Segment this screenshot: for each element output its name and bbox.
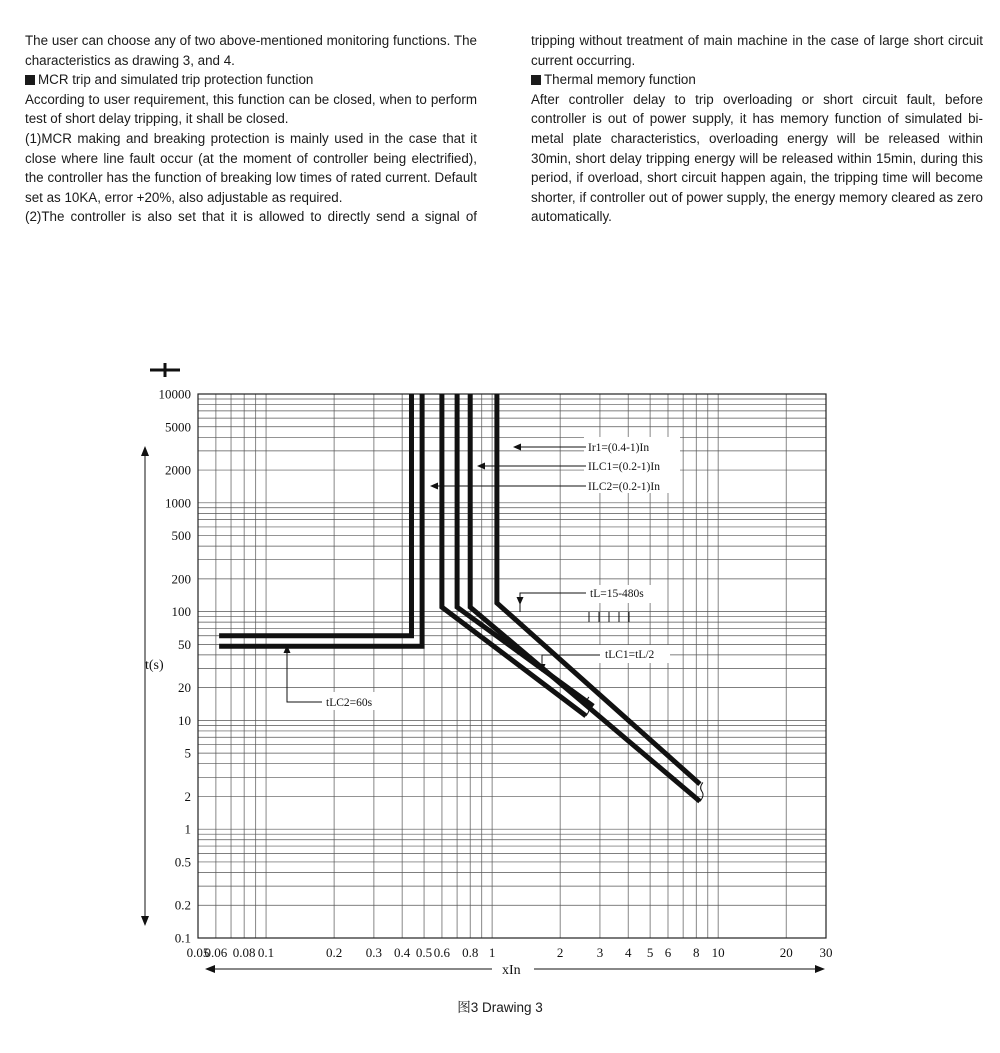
chart-axes [141, 363, 833, 973]
annotation-tl: tL=15-480s [590, 588, 644, 600]
paragraph-mcr-making: (1)MCR making and breaking protection is mainly used in the case that it close where line fault occur (at the moment of controller being electrified), the controller has the function of breaking low times of rated current. Default set as 10KA, error +20%, also adjustable as required. [25, 130, 477, 205]
y-tick-label: 5000 [165, 419, 191, 435]
y-tick-label: 2000 [165, 462, 191, 478]
trip-curve [219, 394, 411, 636]
x-tick-label: 0.8 [462, 945, 479, 960]
trip-curve [219, 394, 422, 646]
x-tick-label: 8 [692, 945, 700, 960]
x-axis-arrow-left-icon [205, 965, 215, 973]
x-tick-label: 0.08 [232, 945, 256, 960]
annotation-ir1: Ir1=(0.4-1)In [588, 442, 650, 454]
paragraph-monitoring-choice: The user can choose any of two above-mentioned monitoring functions. The characteristics as drawing 3, and 4. [25, 33, 477, 68]
section-heading-thermal-text: Thermal memory function [544, 72, 696, 88]
annotation-ilc2: ILC2=(0.2-1)In [588, 481, 660, 493]
x-tick-label: 0.3 [365, 945, 383, 960]
annotation-ilc1: ILC1=(0.2-1)In [588, 461, 660, 473]
x-tick-label: 2 [556, 945, 564, 960]
leader-tl [520, 593, 586, 612]
arrow-left-icon [430, 483, 438, 490]
y-tick-label: 500 [171, 528, 191, 544]
y-tick-label: 10000 [158, 386, 191, 402]
y-tick-label: 20 [178, 680, 191, 696]
corner-marker-icon [150, 363, 180, 377]
x-tick-label: 0.5 [415, 945, 433, 960]
leader-tlc2 [287, 652, 322, 702]
trip-curve [457, 394, 593, 706]
x-tick-label: 4 [624, 945, 632, 960]
y-tick-label: 0.5 [174, 854, 191, 870]
arrow-down-icon [517, 597, 524, 605]
x-tick-label: 1 [488, 945, 496, 960]
paragraph-thermal-memory: After controller delay to trip overloading or short circuit fault, before controller is out of power supply, it has memory function of simulated bi-metal plate characteristics, overloading energy will be released within 30min, short delay tripping energy will be released within 15min, during this period, if overload, short circuit happen again, the tripping time will become shorter, if controller out of power supply, the energy memory cleared as zero automatically. [531, 91, 983, 225]
y-axis-arrow-up-icon [141, 446, 149, 456]
annotation-tlc1: tLC1=tL/2 [605, 649, 655, 661]
figure-caption: 图3 Drawing 3 [457, 1000, 543, 1015]
y-tick-label: 0.1 [174, 930, 191, 946]
y-tick-label: 0.2 [174, 897, 191, 913]
x-tick-label: 0.2 [325, 945, 343, 960]
x-tick-label: 0.05 [186, 945, 210, 960]
y-tick-label: 200 [171, 571, 191, 587]
y-axis-arrow-down-icon [141, 916, 149, 926]
y-axis-label: t(s) [145, 658, 164, 673]
paragraph-large-short-circuit: tripping without treatment of main machine in the case of large short circuit current occurring. [531, 33, 983, 68]
chart-frame [198, 394, 826, 938]
chart-grid [198, 394, 826, 938]
arrow-left-icon [477, 463, 485, 470]
section-heading-mcr-text: MCR trip and simulated trip protection function [38, 72, 314, 88]
x-axis-label: xIn [502, 963, 521, 978]
arrow-left-icon [513, 444, 521, 451]
x-tick-label: 30 [819, 945, 833, 960]
y-tick-label: 10 [178, 712, 191, 728]
x-tick-label: 10 [711, 945, 725, 960]
x-tick-label: 0.6 [433, 945, 451, 960]
trip-curve [442, 394, 586, 716]
paragraph-direct-signal: (2)The controller is also set that it is allowed to directly send a signal of [25, 209, 477, 225]
y-tick-label: 1 [184, 821, 191, 837]
plot-frame [198, 394, 826, 938]
x-tick-label: 5 [646, 945, 654, 960]
y-tick-label: 2 [184, 788, 191, 804]
x-tick-label: 0.06 [204, 945, 228, 960]
x-tick-label: 0.1 [257, 945, 275, 960]
x-tick-label: 20 [779, 945, 793, 960]
y-tick-label: 5 [184, 745, 191, 761]
y-tick-label: 50 [178, 636, 191, 652]
x-tick-label: 6 [664, 945, 672, 960]
annotation-tlc2: tLC2=60s [326, 697, 373, 709]
y-tick-label: 1000 [165, 495, 191, 511]
x-tick-label: 0.4 [393, 945, 411, 960]
x-axis-arrow-right-icon [815, 965, 825, 973]
x-tick-label: 3 [596, 945, 604, 960]
paragraph-mcr-closing: According to user requirement, this function can be closed, when to perform test of short delay tripping, it shall be closed. [25, 91, 477, 127]
y-tick-label: 100 [171, 604, 191, 620]
